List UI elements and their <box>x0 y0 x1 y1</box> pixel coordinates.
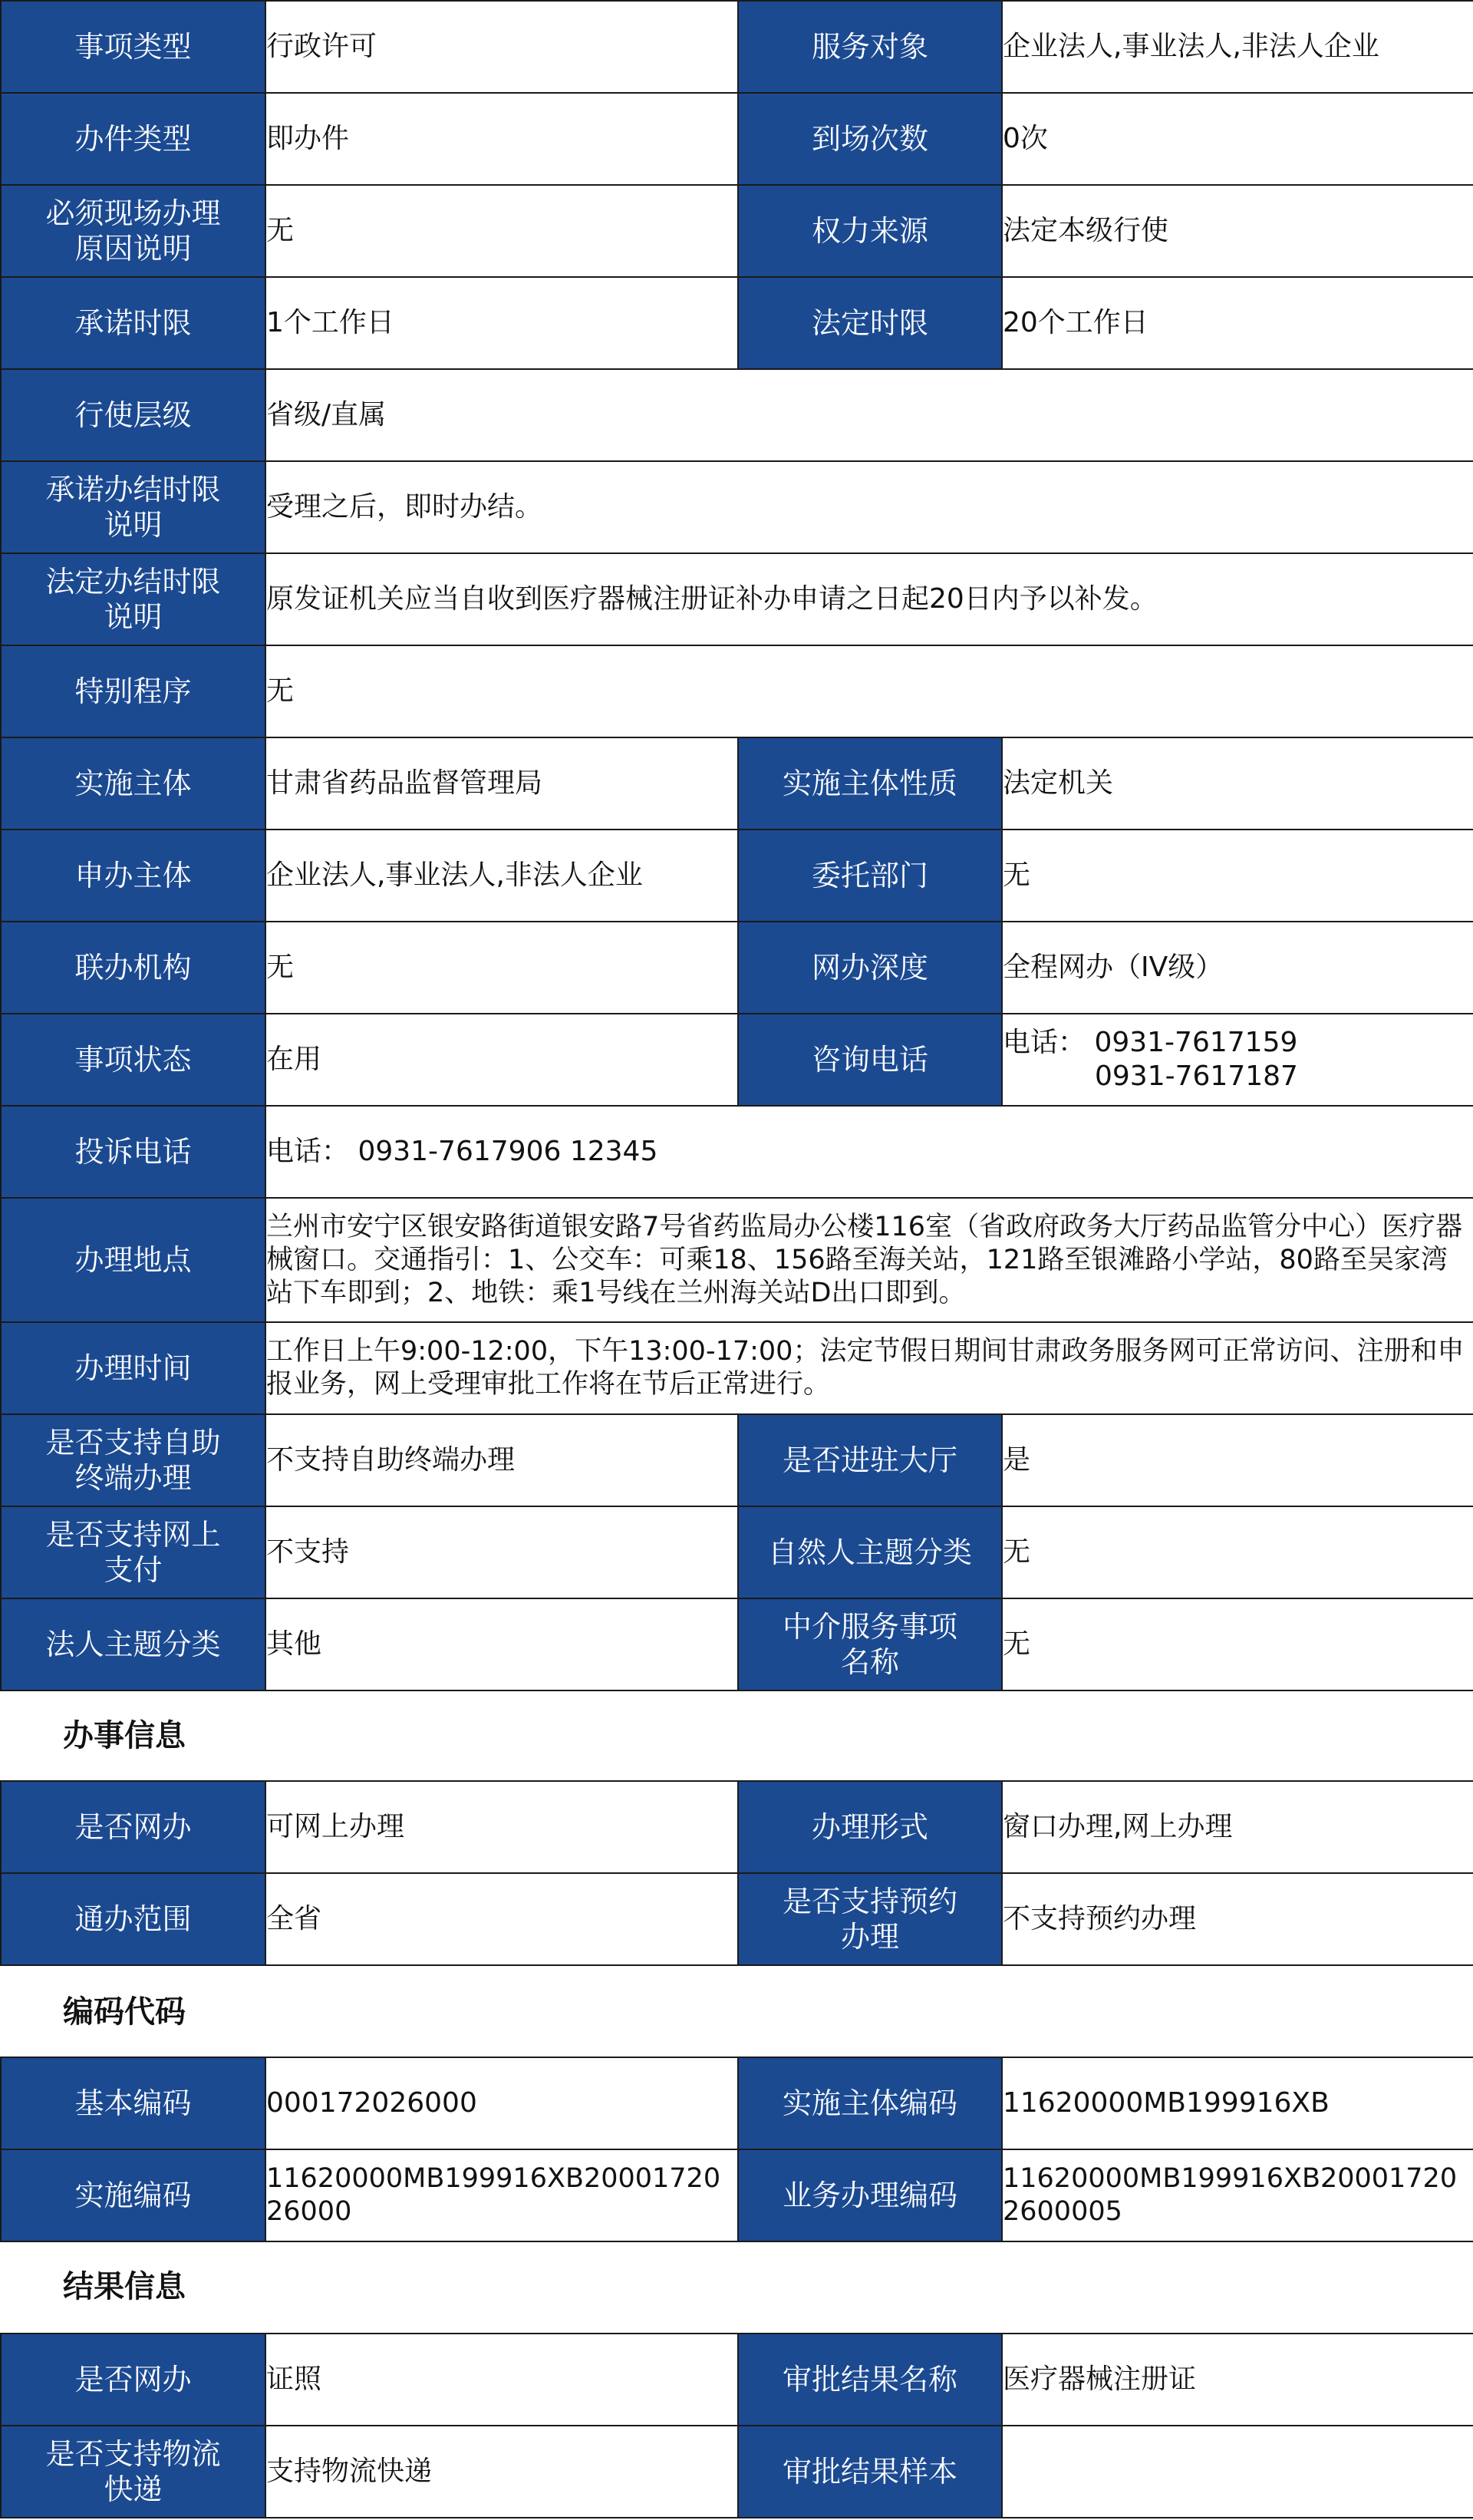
label-promised-limit-desc-line1: 承诺办结时限 <box>45 473 221 506</box>
table-row <box>1 645 1473 737</box>
value-legal-limit-desc: 原发证机关应当自收到医疗器械注册证补办申请之日起20日内予以补发。 <box>265 553 1473 645</box>
label-intermediary-service-line2: 名称 <box>840 1645 899 1679</box>
label-legal-limit: 法定时限 <box>738 277 1002 369</box>
value-exercise-level: 省级/直属 <box>265 369 1473 461</box>
label-online-handling: 是否网办 <box>1 1781 265 1873</box>
value-implementing-body: 甘肃省药品监督管理局 <box>265 737 738 830</box>
label-result-name: 审批结果名称 <box>738 2334 1002 2426</box>
label-onsite-reason-line2: 原因说明 <box>74 232 192 266</box>
label-body-code: 实施主体编码 <box>738 2057 1002 2149</box>
label-location: 办理地点 <box>1 1198 265 1322</box>
label-special-procedure: 特别程序 <box>1 645 265 737</box>
label-basic-code: 基本编码 <box>1 2057 265 2149</box>
value-implement-code: 11620000MB199916XB2000172026000 <box>265 2149 738 2241</box>
value-promised-limit: 1个工作日 <box>265 277 738 369</box>
value-online-payment: 不支持 <box>265 1506 738 1598</box>
result-info-table <box>0 2333 1473 2518</box>
table-row <box>1 93 1473 185</box>
table-row <box>1 1506 1473 1598</box>
value-case-type: 即办件 <box>265 93 738 185</box>
label-item-status: 事项状态 <box>1 1014 265 1106</box>
table-row <box>1 2149 1473 2241</box>
label-self-service <box>1 1414 265 1506</box>
label-business-code: 业务办理编码 <box>738 2149 1002 2241</box>
label-joint-agency: 联办机构 <box>1 922 265 1014</box>
value-item-type: 行政许可 <box>265 1 738 93</box>
label-intermediary-service-line1: 中介服务事项 <box>782 1610 957 1644</box>
value-reservation: 不支持预约办理 <box>1002 1873 1473 1965</box>
value-handling-form: 窗口办理,网上办理 <box>1002 1781 1473 1873</box>
label-legal-limit-desc <box>1 553 265 645</box>
label-reservation-line2: 办理 <box>840 1920 899 1954</box>
table-row <box>1 1106 1473 1198</box>
label-result-sample: 审批结果样本 <box>738 2426 1002 2518</box>
value-self-service: 不支持自助终端办理 <box>265 1414 738 1506</box>
value-applicant: 企业法人,事业法人,非法人企业 <box>265 830 738 922</box>
label-power-source: 权力来源 <box>738 185 1002 277</box>
table-row <box>1 1014 1473 1106</box>
label-onsite-reason-line1: 必须现场办理 <box>45 196 221 230</box>
value-legal-topic: 其他 <box>265 1598 738 1690</box>
label-reservation <box>738 1873 1002 1965</box>
label-logistics-line2: 快递 <box>104 2472 163 2506</box>
value-service-target: 企业法人,事业法人,非法人企业 <box>1002 1 1473 93</box>
label-implementing-body: 实施主体 <box>1 737 265 830</box>
value-special-procedure: 无 <box>265 645 1473 737</box>
value-result-name: 医疗器械注册证 <box>1002 2334 1473 2426</box>
value-result-sample <box>1002 2426 1473 2518</box>
service-info-table <box>0 1780 1473 1966</box>
value-entrusted-dept: 无 <box>1002 830 1473 922</box>
value-body-code: 11620000MB199916XB <box>1002 2057 1473 2149</box>
label-person-topic: 自然人主题分类 <box>738 1506 1002 1598</box>
label-legal-limit-desc-line2: 说明 <box>104 600 163 634</box>
label-logistics <box>1 2426 265 2518</box>
value-result-online: 证照 <box>265 2334 738 2426</box>
table-row <box>1 922 1473 1014</box>
label-complaint-phone: 投诉电话 <box>1 1106 265 1198</box>
table-row <box>1 369 1473 461</box>
table-row <box>1 1598 1473 1690</box>
value-legal-limit: 20个工作日 <box>1002 277 1473 369</box>
table-row <box>1 2334 1473 2426</box>
label-online-payment <box>1 1506 265 1598</box>
table-row <box>1 2426 1473 2518</box>
label-handling-form: 办理形式 <box>738 1781 1002 1873</box>
table-row <box>1 1414 1473 1506</box>
label-promised-limit: 承诺时限 <box>1 277 265 369</box>
table-row <box>1 2057 1473 2149</box>
label-body-nature: 实施主体性质 <box>738 737 1002 830</box>
codes-table <box>0 2057 1473 2242</box>
label-result-online: 是否网办 <box>1 2334 265 2426</box>
label-legal-topic: 法人主题分类 <box>1 1598 265 1690</box>
value-in-hall: 是 <box>1002 1414 1473 1506</box>
label-consult-phone: 咨询电话 <box>738 1014 1002 1106</box>
section-title-codes: 编码代码 <box>63 1994 186 2030</box>
consult-phone-line2: 0931-7617187 <box>1095 1060 1298 1092</box>
section-title-service-info: 办事信息 <box>63 1718 186 1753</box>
value-office-hours: 工作日上午9:00-12:00，下午13:00-17:00；法定节假日期间甘肃政务服务网可正常访问、注册和申报业务，网上受理审批工作将在节后正常进行。 <box>265 1322 1473 1414</box>
label-online-depth: 网办深度 <box>738 922 1002 1014</box>
value-online-handling: 可网上办理 <box>265 1781 738 1873</box>
label-exercise-level: 行使层级 <box>1 369 265 461</box>
label-implement-code: 实施编码 <box>1 2149 265 2241</box>
table-row <box>1 1873 1473 1965</box>
value-intermediary-service: 无 <box>1002 1598 1473 1690</box>
table-row <box>1 830 1473 922</box>
label-service-target: 服务对象 <box>738 1 1002 93</box>
label-item-type: 事项类型 <box>1 1 265 93</box>
value-body-nature: 法定机关 <box>1002 737 1473 830</box>
label-promised-limit-desc <box>1 461 265 553</box>
label-logistics-line1: 是否支持物流 <box>45 2437 221 2471</box>
label-case-type: 办件类型 <box>1 93 265 185</box>
label-online-payment-line1: 是否支持网上 <box>45 1518 221 1552</box>
label-visit-count: 到场次数 <box>738 93 1002 185</box>
value-item-status: 在用 <box>265 1014 738 1106</box>
label-applicant: 申办主体 <box>1 830 265 922</box>
value-promised-limit-desc: 受理之后，即时办结。 <box>265 461 1473 553</box>
value-visit-count: 0次 <box>1002 93 1473 185</box>
value-person-topic: 无 <box>1002 1506 1473 1598</box>
label-office-hours: 办理时间 <box>1 1322 265 1414</box>
label-promised-limit-desc-line2: 说明 <box>104 508 163 542</box>
label-self-service-line1: 是否支持自助 <box>45 1426 221 1460</box>
table-row <box>1 553 1473 645</box>
label-handling-scope: 通办范围 <box>1 1873 265 1965</box>
section-title-result-info: 结果信息 <box>63 2269 186 2304</box>
value-onsite-reason: 无 <box>265 185 738 277</box>
label-online-payment-line2: 支付 <box>104 1553 163 1587</box>
label-onsite-reason <box>1 185 265 277</box>
label-self-service-line2: 终端办理 <box>74 1461 192 1495</box>
table-row <box>1 185 1473 277</box>
value-consult-phone <box>1002 1014 1473 1106</box>
value-basic-code: 000172026000 <box>265 2057 738 2149</box>
label-in-hall: 是否进驻大厅 <box>738 1414 1002 1506</box>
value-location: 兰州市安宁区银安路街道银安路7号省药监局办公楼116室（省政府政务大厅药品监管分中心）医疗器械窗口。交通指引：1、公交车：可乘18、156路至海关站，121路至银滩路小学站，80路至吴家湾站下车即到；2、地铁：乘1号线在兰州海关站D出口即到。 <box>265 1198 1473 1322</box>
value-power-source: 法定本级行使 <box>1002 185 1473 277</box>
table-row <box>1 461 1473 553</box>
label-reservation-line1: 是否支持预约 <box>782 1885 957 1918</box>
label-entrusted-dept: 委托部门 <box>738 830 1002 922</box>
label-intermediary-service <box>738 1598 1002 1690</box>
table-row <box>1 1322 1473 1414</box>
value-joint-agency: 无 <box>265 922 738 1014</box>
value-online-depth: 全程网办（IV级） <box>1002 922 1473 1014</box>
table-row <box>1 277 1473 369</box>
table-row <box>1 1 1473 93</box>
consult-phone-line1: 电话： 0931-7617159 <box>1003 1027 1298 1058</box>
label-legal-limit-desc-line1: 法定办结时限 <box>45 565 221 599</box>
value-complaint-phone: 电话： 0931-7617906 12345 <box>265 1106 1473 1198</box>
table-row <box>1 737 1473 830</box>
table-row <box>1 1781 1473 1873</box>
value-business-code: 11620000MB199916XB200017202600005 <box>1002 2149 1473 2241</box>
table-row <box>1 1198 1473 1322</box>
value-handling-scope: 全省 <box>265 1873 738 1965</box>
value-logistics: 支持物流快递 <box>265 2426 738 2518</box>
